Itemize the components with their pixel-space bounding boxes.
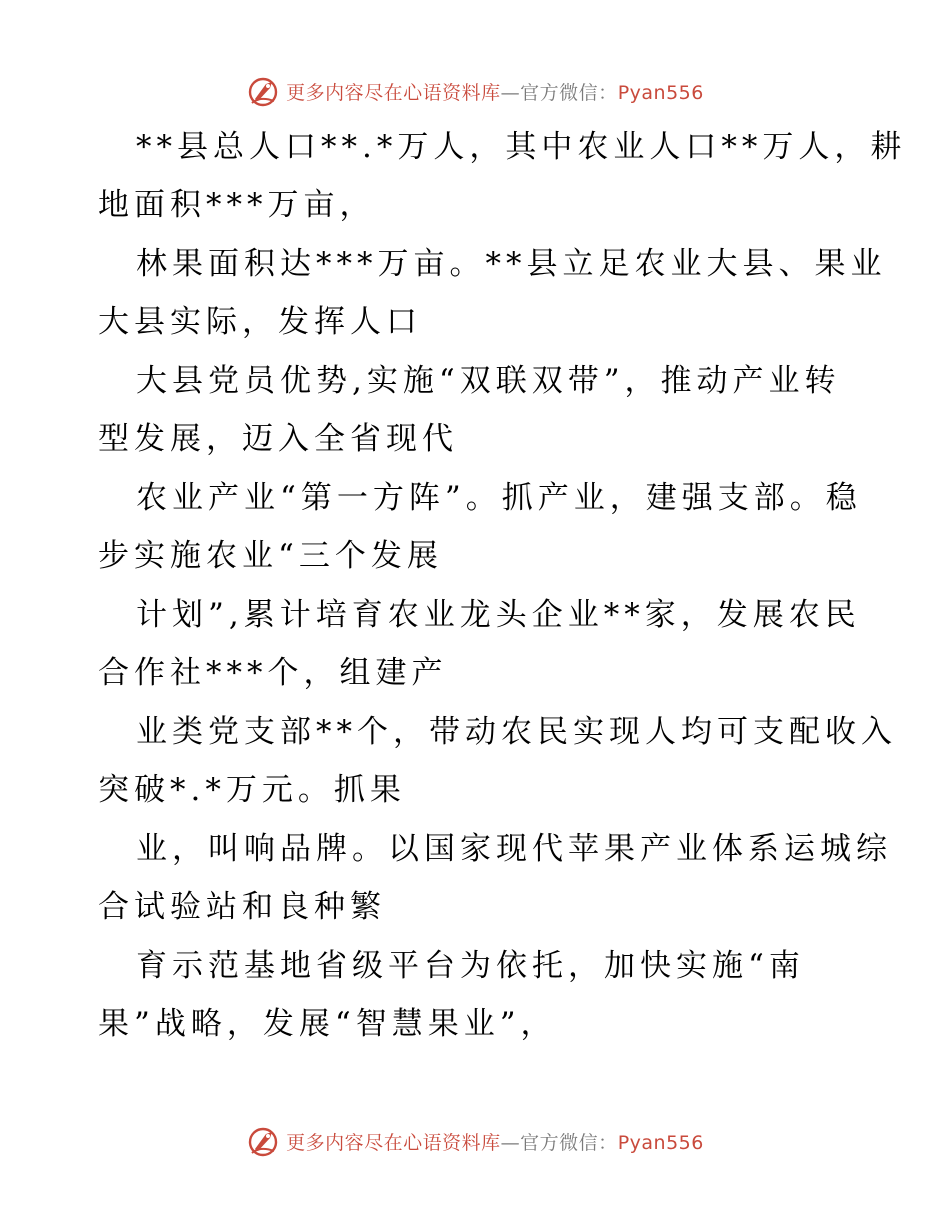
body-line: 型发展，迈入全省现代 [98,421,458,457]
watermark-wechat-id: Pyan556 [617,1131,704,1154]
body-line: 合作社***个，组建产 [98,655,448,691]
body-line: 农业产业“第一方阵”。抓产业，建强支部。稳 [136,480,862,516]
body-line: 地面积***万亩， [98,187,376,223]
footer-watermark [0,1121,950,1161]
body-line: 果”战略，发展“智慧果业”， [98,1006,557,1042]
pen-nib-logo-icon [246,1124,280,1158]
body-line: 步实施农业“三个发展 [98,538,443,574]
body-line: 业类党支部**个，带动农民实现人均可支配收入 [136,714,897,750]
body-line: 育示范基地省级平台为依托，加快实施“南 [136,948,805,984]
body-line: 计划”,累计培育农业龙头企业**家，发展农民 [136,597,861,633]
watermark-official-label: —官方微信： [500,1131,618,1154]
body-line: 合试验站和良种繁 [98,889,386,925]
watermark-brand: 更多内容尽在心语资料库 [286,81,501,104]
body-line: 业，叫响品牌。以国家现代苹果产业体系运城综 [136,831,892,867]
body-line: 突破*.*万元。抓果 [98,772,406,808]
body-line: 大县实际，发挥人口 [98,304,422,340]
watermark-brand: 更多内容尽在心语资料库 [286,1131,501,1154]
watermark-official-label: —官方微信： [500,81,618,104]
watermark-wechat-id: Pyan556 [617,81,704,104]
body-line: **县总人口**.*万人，其中农业人口**万人，耕 [136,129,907,165]
watermark-text [286,1128,704,1155]
body-line: 林果面积达***万亩。**县立足农业大县、果业 [136,246,887,282]
body-line: 大县党员优势,实施“双联双带”，推动产业转 [136,363,841,399]
